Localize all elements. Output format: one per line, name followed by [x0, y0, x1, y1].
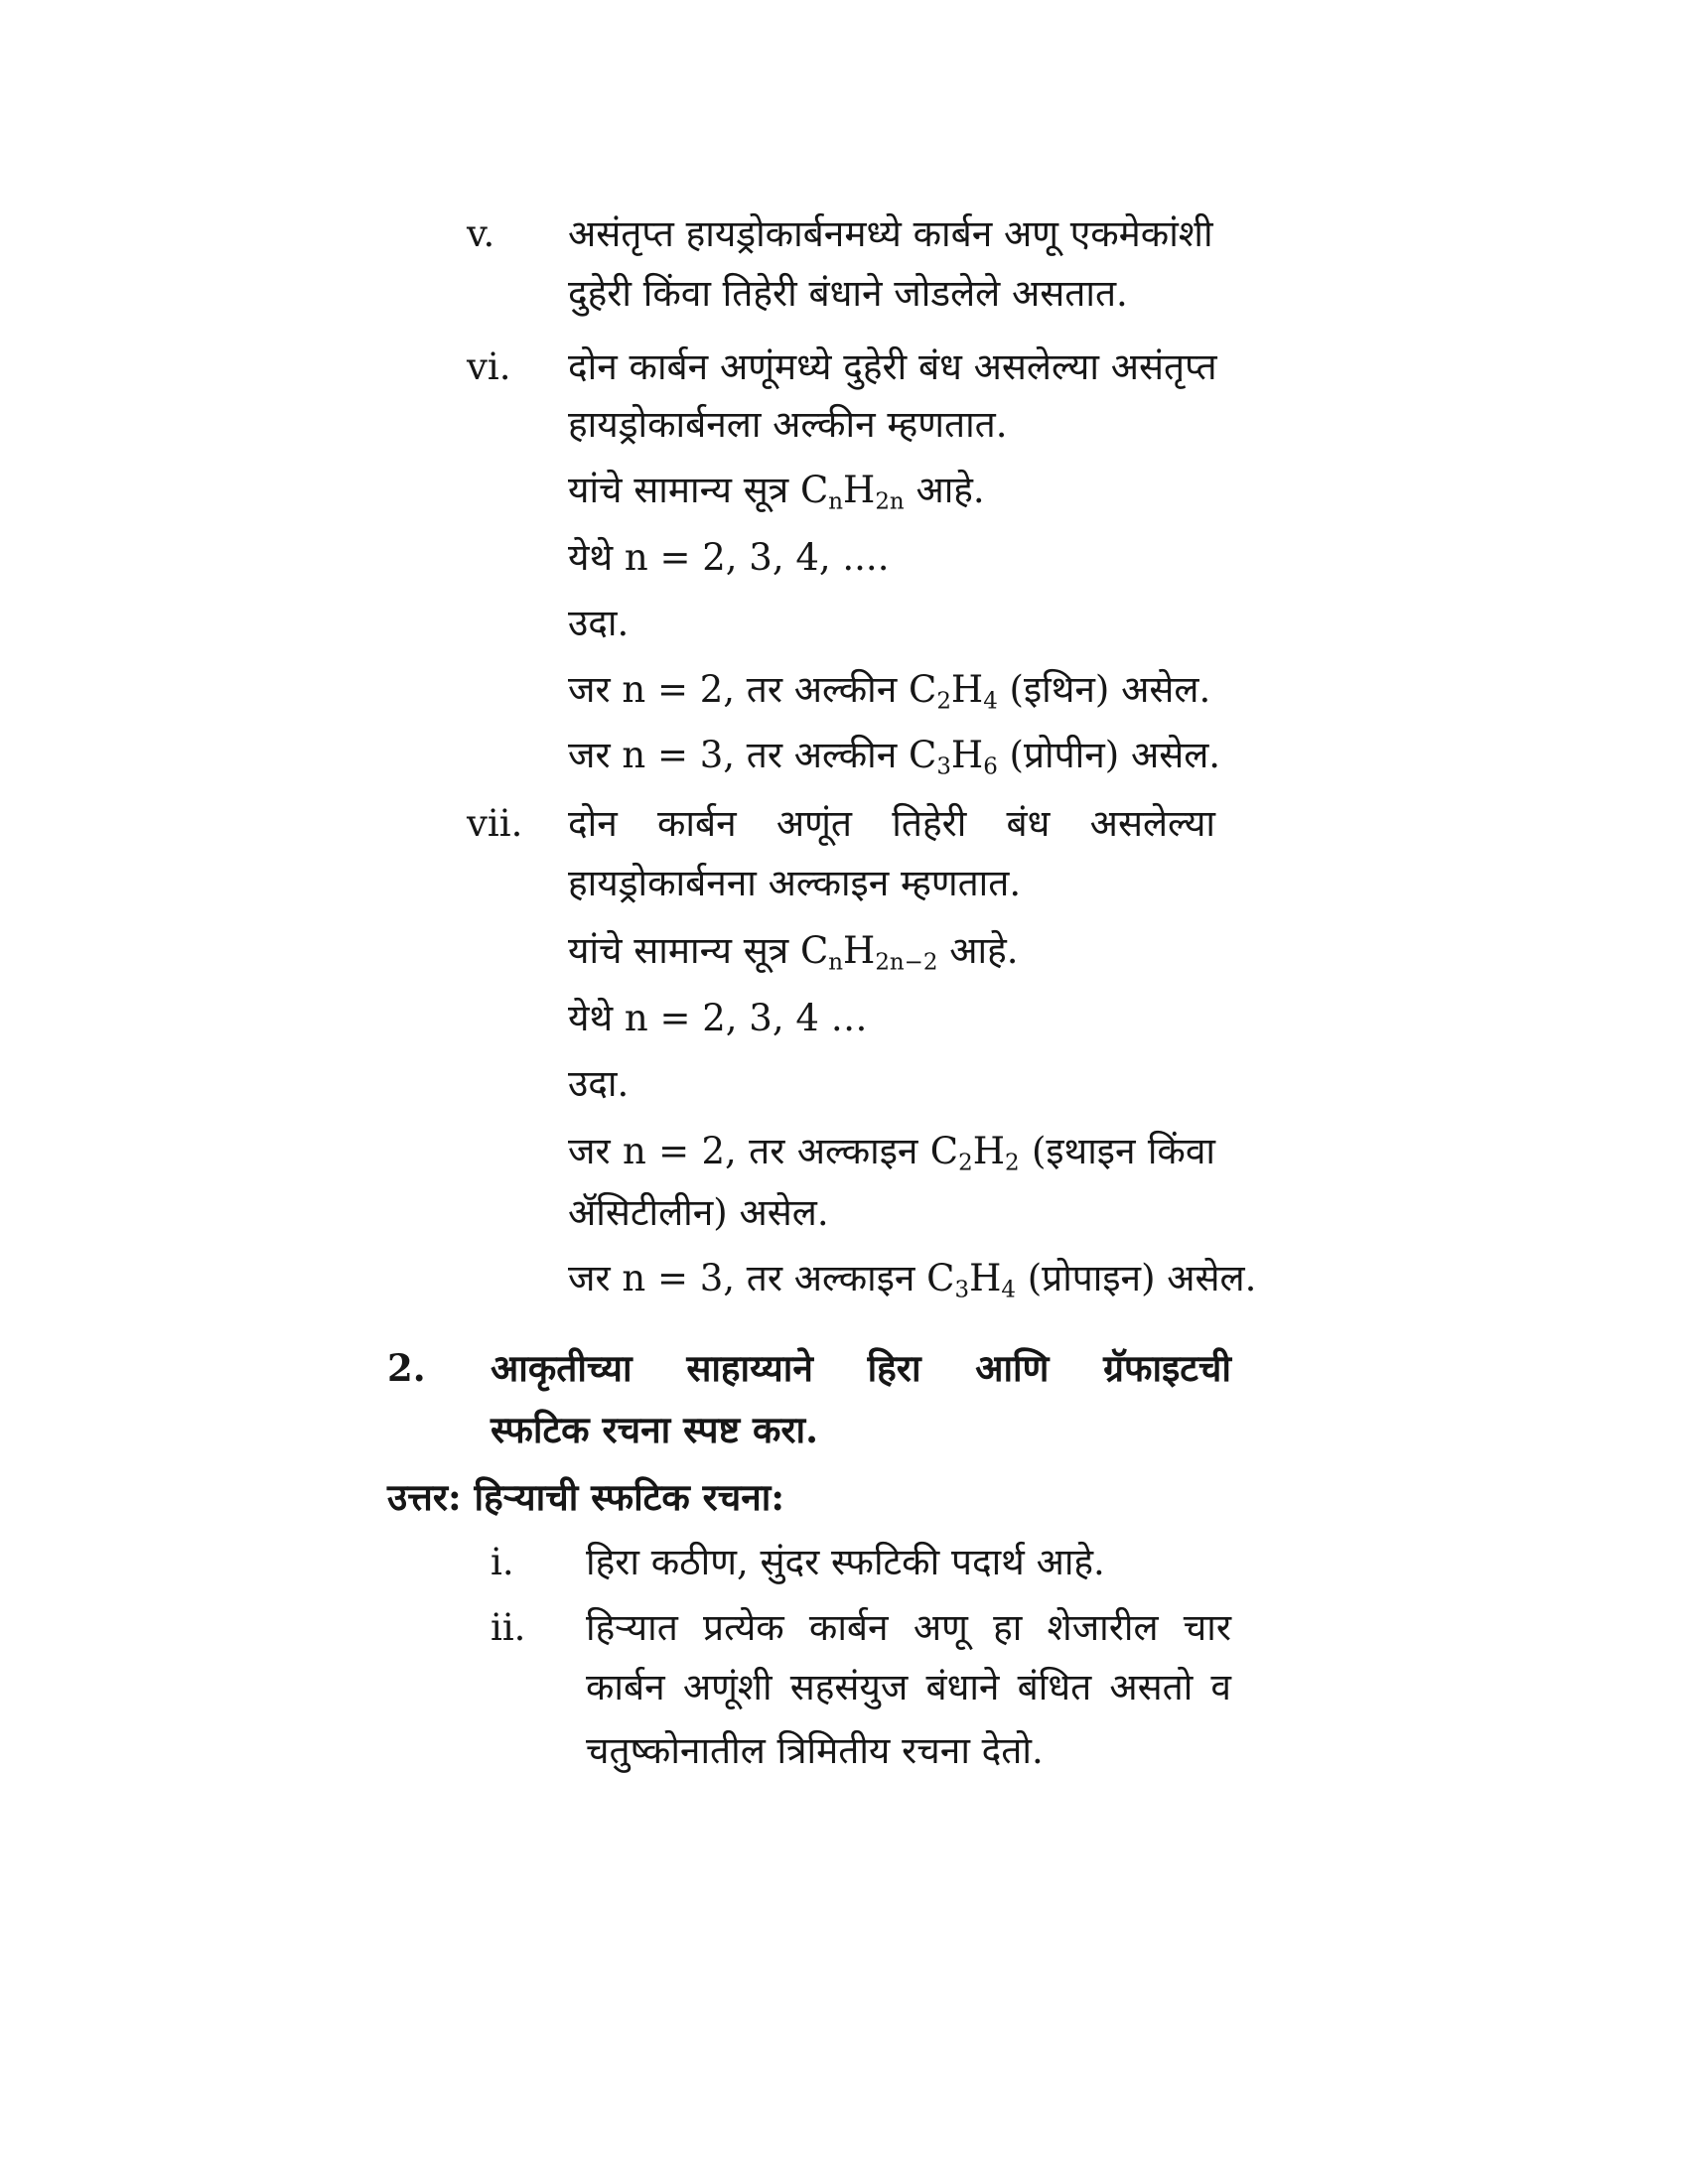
item-vii-marker: vii.	[467, 802, 523, 845]
item-vii-where: येथे n = 2, 3, 4 …	[568, 997, 868, 1039]
item-vi-where: येथे n = 2, 3, 4, ....	[568, 536, 890, 579]
answer-i-text: हिरा कठीण, सुंदर स्फटिकी पदार्थ आहे.	[586, 1541, 1105, 1583]
item-vi-formula: यांचे सामान्य सूत्र $C_nH_{2n}$ आहे.	[568, 469, 985, 515]
item-vii-example-1-continued: ॲसिटीलीन) असेल.	[568, 1191, 829, 1234]
answer-heading: उत्तर: हिऱ्याची स्फटिक रचना:	[387, 1475, 785, 1519]
answer-ii-line-3: चतुष्कोनातील त्रिमितीय रचना देतो.	[586, 1729, 1044, 1772]
item-vii-example-2: जर n = 3, तर अल्काइन $C_3H_4$ (प्रोपाइन) असेल.	[568, 1257, 1257, 1303]
answer-ii-line-2: कार्बन अणूंशी सहसंयुज बंधाने बंधित असतो व	[586, 1666, 1231, 1708]
item-vi-marker: vi.	[467, 345, 511, 388]
item-vi-line-2: हायड्रोकार्बनला अल्कीन म्हणतात.	[568, 403, 1008, 446]
answer-ii-marker: ii.	[491, 1606, 526, 1649]
item-vi-line-1: दोन कार्बन अणूंमध्ये दुहेरी बंध असलेल्या असंतृप्त	[568, 345, 1217, 388]
item-vii-formula: यांचे सामान्य सूत्र $C_nH_{2n-2}$ आहे.	[568, 929, 1019, 976]
question-line-1: आकृतीच्या साहाय्याने हिरा आणि ग्रॅफाइटची	[491, 1346, 1231, 1390]
item-vii-example-1: जर n = 2, तर अल्काइन $C_2H_2$ (इथाइन किंवा	[568, 1130, 1215, 1176]
item-vi-example-2: जर n = 3, तर अल्कीन $C_3H_6$ (प्रोपीन) असेल.	[568, 734, 1221, 780]
item-vii-line-2: हायड्रोकार्बनना अल्काइन म्हणतात.	[568, 862, 1022, 904]
item-vi-example-label: उदा.	[568, 602, 630, 644]
answer-ii-line-1: हिऱ्यात प्रत्येक कार्बन अणू हा शेजारील चार	[586, 1606, 1231, 1649]
item-vi-example-1: जर n = 2, तर अल्कीन $C_2H_4$ (इथिन) असेल.	[568, 668, 1211, 715]
question-line-2: स्फटिक रचना स्पष्ट करा.	[491, 1408, 818, 1451]
item-v-marker: v.	[467, 212, 495, 255]
item-v-line-2: दुहेरी किंवा तिहेरी बंधाने जोडलेले असतात.	[568, 272, 1128, 315]
answer-i-marker: i.	[491, 1541, 514, 1583]
item-v-line-1: असंतृप्त हायड्रोकार्बनमध्ये कार्बन अणू एकमेकांशी	[568, 212, 1213, 255]
question-number: 2.	[387, 1346, 426, 1390]
item-vii-line-1: दोन कार्बन अणूंत तिहेरी बंध असलेल्या	[568, 802, 1215, 845]
item-vii-example-label: उदा.	[568, 1062, 630, 1105]
